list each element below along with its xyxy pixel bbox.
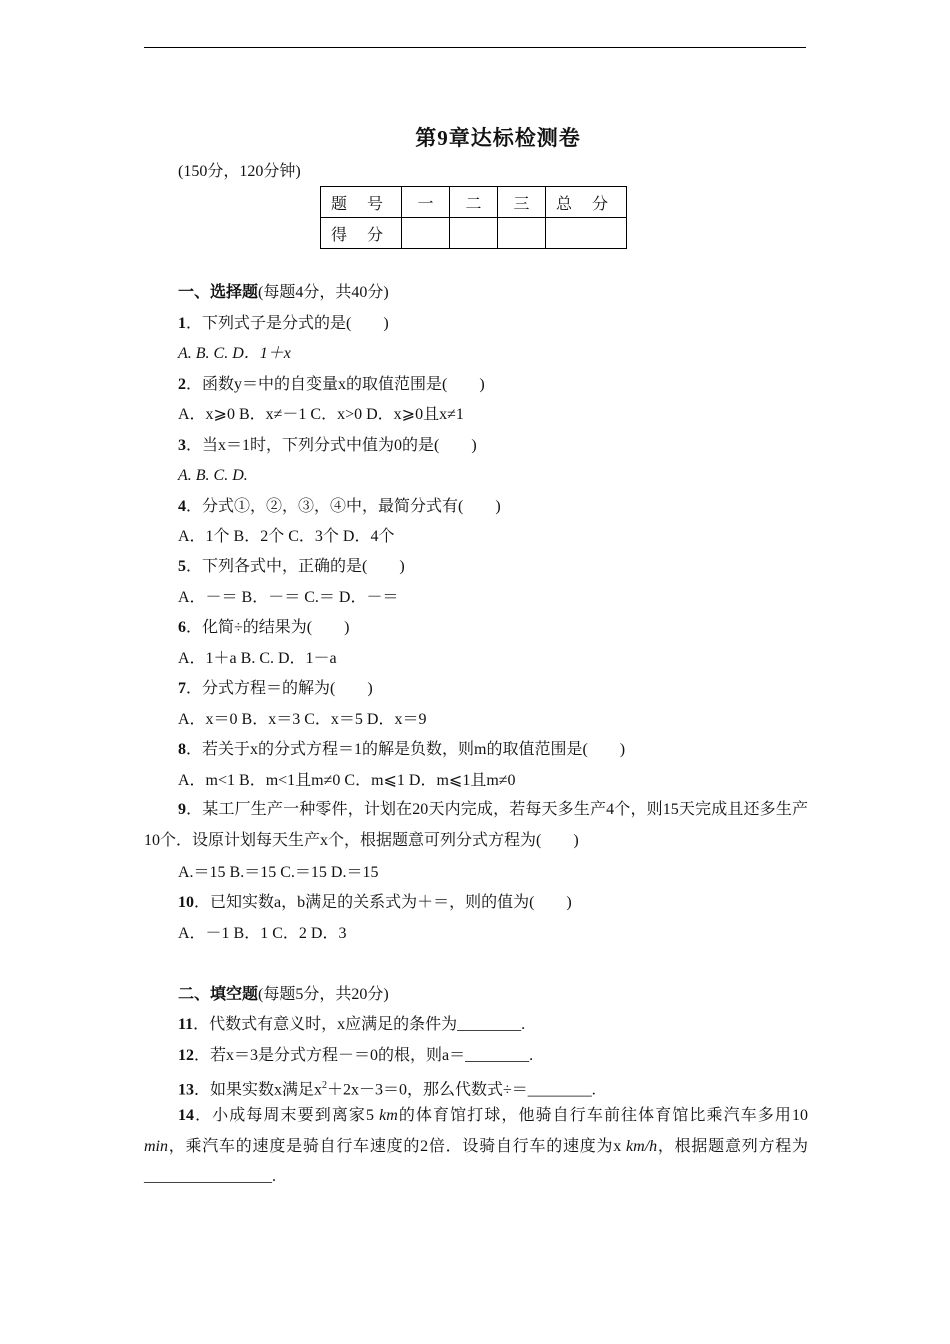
question-text: ．分式①，②，③，④中，最简分式有( ) <box>186 498 501 515</box>
score-table-cell: 得 分 <box>321 218 402 249</box>
header-rule <box>144 47 806 48</box>
question-number: 6 <box>178 619 186 636</box>
question <box>178 314 389 334</box>
score-input-cell <box>402 218 450 249</box>
question-text: ．代数式有意义时，x应满足的条件为________. <box>193 1016 526 1033</box>
question <box>178 618 349 638</box>
question <box>178 1015 525 1035</box>
question-number: 1 <box>178 315 186 332</box>
question-text: ．小成每周末要到离家5 <box>194 1107 380 1124</box>
question-options: A. B. C. D. <box>178 467 248 484</box>
question <box>178 679 373 699</box>
question <box>178 436 477 456</box>
question <box>178 497 501 517</box>
score-table-header-row <box>321 187 627 218</box>
section-title: 一、选择题 <box>178 284 259 301</box>
question-text: 的体育馆打球，他骑自行车前往体育馆比乘汽车多用10 <box>397 1107 808 1124</box>
question <box>144 1101 808 1193</box>
score-table-cell: 一 <box>402 187 450 218</box>
section-heading <box>178 985 389 1005</box>
question-options: A．x＝0 B．x＝3 C．x＝5 D．x＝9 <box>178 711 427 728</box>
score-table <box>320 186 627 249</box>
question <box>178 557 405 577</box>
question-text: ．下列式子是分式的是( ) <box>186 315 389 332</box>
question-options: A．1＋a B. C. D．1－a <box>178 650 337 667</box>
score-table-cell: 三 <box>498 187 546 218</box>
section-heading <box>178 283 389 303</box>
page-title: 第9章达标检测卷 <box>415 126 581 150</box>
question-options: A. B. C. D．1＋x <box>178 345 291 362</box>
question <box>144 795 808 856</box>
question <box>178 893 572 913</box>
section-title: 二、填空题 <box>178 986 259 1003</box>
question-options: A．－1 B．1 C．2 D．3 <box>178 925 347 942</box>
question-text: ．如果实数x满足x <box>194 1081 323 1099</box>
question-number: 11 <box>178 1016 194 1033</box>
question-text: ．某工厂生产一种零件，计划在20天内完成，若每天多生产4个，则15天完成且还多生产10个．设原计划每天生产x个，根据题意可列分式方程为( ) <box>144 801 808 849</box>
question-options: A．m<1 B．m<1且m≠0 C．m⩽1 D．m⩽1且m≠0 <box>178 772 516 789</box>
question <box>178 1046 533 1066</box>
question-options: A．1个 B．2个 C．3个 D．4个 <box>178 528 395 545</box>
unit: min <box>144 1137 168 1155</box>
superscript: 2 <box>322 1080 328 1091</box>
unit: km <box>379 1107 398 1124</box>
unit: km/h <box>626 1137 658 1155</box>
question-text: ．若x＝3是分式方程－＝0的根，则a＝________. <box>194 1047 534 1064</box>
question-options: A．x⩾0 B．x≠－1 C．x>0 D．x⩾0且x≠1 <box>178 406 464 423</box>
question <box>178 375 485 395</box>
question-text: ．分式方程＝的解为( ) <box>186 680 373 697</box>
score-table-cell: 二 <box>450 187 498 218</box>
question-text: ．当x＝1时，下列分式中值为0的是( ) <box>186 437 477 454</box>
question-text: ．化简÷的结果为( ) <box>186 619 350 636</box>
section-note: (每题4分，共40分) <box>258 284 389 301</box>
question-options: A．－＝ B．－＝ C.＝ D．－＝ <box>178 589 399 606</box>
question-text: ＋2x－3＝0，那么代数式÷＝________. <box>327 1081 596 1099</box>
score-table-cell: 题 号 <box>321 187 402 218</box>
question-number: 7 <box>178 680 186 697</box>
question-number: 9 <box>178 801 186 818</box>
question-number: 3 <box>178 437 186 454</box>
question-options: A.＝15 B.＝15 C.＝15 D.＝15 <box>178 864 379 881</box>
score-input-cell <box>450 218 498 249</box>
question-number: 8 <box>178 741 186 758</box>
question-text: ，乘汽车的速度是骑自行车速度的2倍．设骑自行车的速度为x <box>168 1137 627 1155</box>
section-note: (每题5分，共20分) <box>258 986 389 1003</box>
score-table-score-row <box>321 218 627 249</box>
score-table-cell: 总 分 <box>546 187 627 218</box>
score-input-cell <box>546 218 627 249</box>
question-text: ．若关于x的分式方程＝1的解是负数，则m的取值范围是( ) <box>186 741 626 758</box>
question-number: 2 <box>178 376 186 393</box>
question-number: 13 <box>178 1081 194 1099</box>
exam-meta: (150分，120分钟) <box>178 163 301 180</box>
question-text: ．已知实数a，b满足的关系式为＋＝，则的值为( ) <box>194 894 572 911</box>
question-number: 5 <box>178 558 186 575</box>
question-number: 12 <box>178 1047 194 1064</box>
question-number: 14 <box>178 1107 194 1124</box>
question <box>178 740 625 760</box>
question-text: ．下列各式中，正确的是( ) <box>186 558 405 575</box>
question-number: 4 <box>178 498 186 515</box>
question-number: 10 <box>178 894 194 911</box>
question-text: ，根据题意列方程为________________. <box>144 1137 808 1185</box>
question-text: ．函数y＝中的自变量x的取值范围是( ) <box>186 376 485 393</box>
question <box>178 1076 596 1100</box>
score-input-cell <box>498 218 546 249</box>
